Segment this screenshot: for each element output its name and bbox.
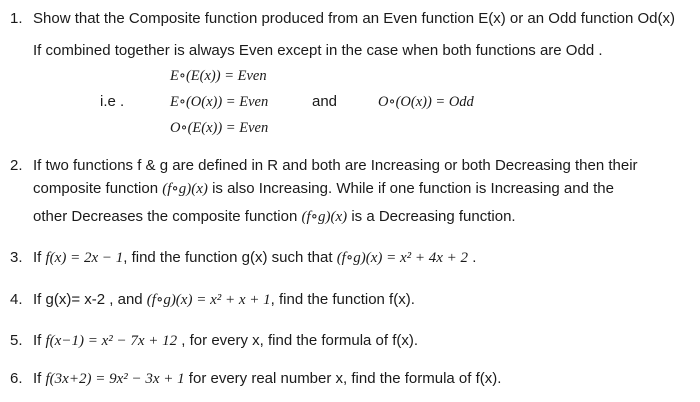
item-2-line-3: other Decreases the composite function (f∘g)(x) is a Decreasing function. xyxy=(33,208,516,225)
item-6-text: If f(3x+2) = 9x² − 3x + 1 for every real number x, find the formula of f(x). xyxy=(33,370,502,387)
item-5-text: If f(x−1) = x² − 7x + 12 , for every x, find the formula of f(x). xyxy=(33,332,419,349)
item-2-number: 2. xyxy=(10,157,23,174)
equation-even-even: E∘(E(x)) = Even xyxy=(170,68,267,84)
composite-equation: (f∘g)(x) = x² + x + 1 xyxy=(146,292,271,308)
equation-even-odd: E∘(O(x)) = Even xyxy=(170,94,269,110)
item-3-number: 3. xyxy=(10,249,23,266)
equation-odd-even: O∘(E(x)) = Even xyxy=(170,120,269,136)
item-2-line-1: If two functions f & g are defined in R and both are Increasing or both Decreasing then their xyxy=(33,157,638,174)
composite-expression: (f∘g)(x) xyxy=(162,181,208,197)
composite-equation: (f∘g)(x) = x² + 4x + 2 xyxy=(336,250,469,266)
item-3-text: If f(x) = 2x − 1, find the function g(x) such that (f∘g)(x) = x² + 4x + 2 . xyxy=(33,249,477,266)
composite-expression: (f∘g)(x) xyxy=(301,209,348,225)
f-definition: f(x) = 2x − 1 xyxy=(45,250,124,266)
f-equation: f(3x+2) = 9x² − 3x + 1 xyxy=(45,371,185,387)
item-1-line-2: If combined together is always Even except in the case when both functions are Odd . xyxy=(33,42,603,59)
equation-odd-odd: O∘(O(x)) = Odd xyxy=(378,94,474,110)
and-label: and xyxy=(312,93,338,110)
item-5-number: 5. xyxy=(10,332,23,349)
ie-label: i.e . xyxy=(100,93,125,110)
item-4-number: 4. xyxy=(10,291,23,308)
item-1-line-1: Show that the Composite function produced from an Even function E(x) or an Odd function Od(x) xyxy=(33,10,676,27)
item-6-number: 6. xyxy=(10,370,23,387)
item-2-line-2: composite function (f∘g)(x) is also Increasing. While if one function is Increasing and the xyxy=(33,180,614,197)
item-4-text: If g(x)= x-2 , and (f∘g)(x) = x² + x + 1, find the function f(x). xyxy=(33,291,415,308)
f-equation: f(x−1) = x² − 7x + 12 xyxy=(45,333,178,349)
item-1-number: 1. xyxy=(10,10,23,27)
